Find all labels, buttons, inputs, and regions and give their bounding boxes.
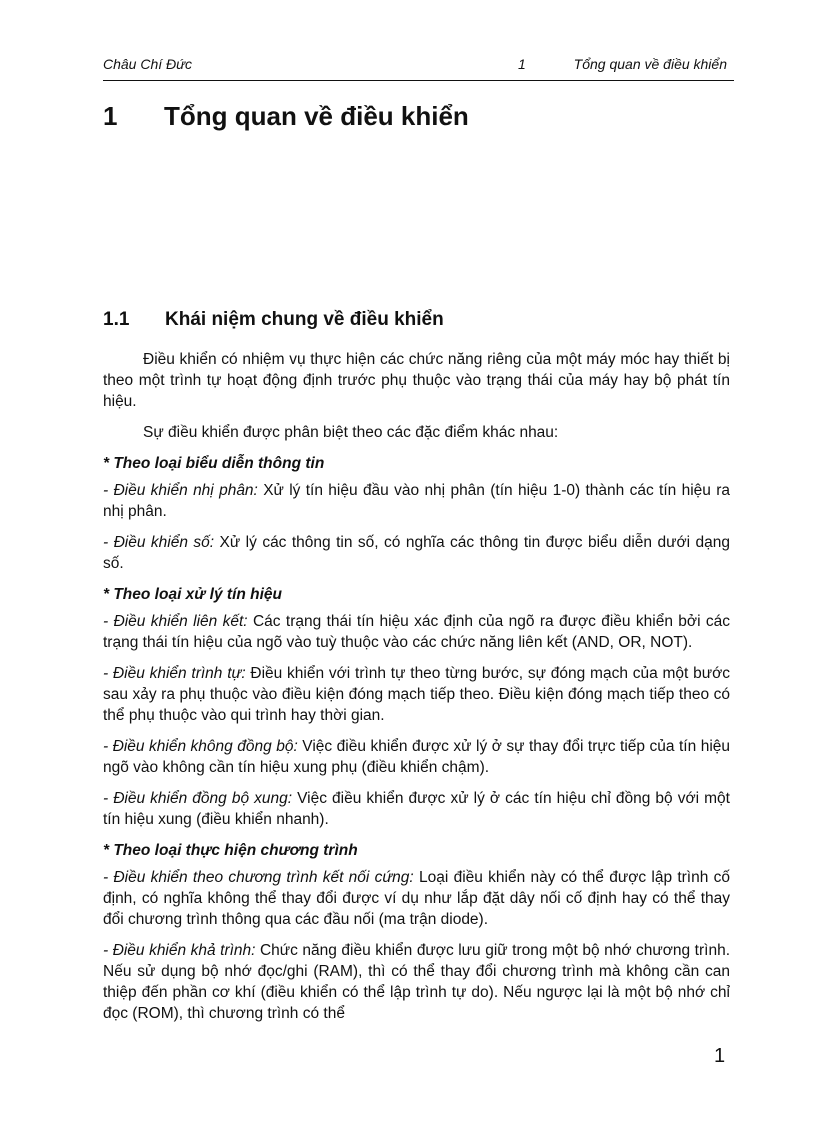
term-async-control: - Điều khiển không đồng bộ: xyxy=(103,738,298,755)
paragraph-sequential-control xyxy=(103,663,730,726)
subheading-program-execution: * Theo loại thực hiện chương trình xyxy=(103,842,358,859)
desc-sync-control: Việc điều khiển được xử lý ở các tín hiệu chỉ đồng bộ với một tín hiệu xung (điều khiển nhanh). xyxy=(103,790,730,828)
header-chapter-title: Tổng quan về điều khiển xyxy=(573,56,727,72)
term-sync-control: - Điều khiển đồng bộ xung: xyxy=(103,790,293,807)
header-chapter-number: 1 xyxy=(518,56,526,72)
paragraph-intro-1: Điều khiển có nhiệm vụ thực hiện các chức năng riêng của một máy móc hay thiết bị theo một trình tự hoạt động định trước phụ thuộc vào trạng thái của máy hay bộ phát tín hiệu. xyxy=(103,351,730,410)
paragraph-intro-2: Sự điều khiển được phân biệt theo các đặc điểm khác nhau: xyxy=(143,424,559,441)
paragraph-logic-control xyxy=(103,611,730,653)
subheading-signal-processing: * Theo loại xử lý tín hiệu xyxy=(103,586,283,603)
desc-hardwired-control: Loại điều khiển này có thể được lập trình cố định, có nghĩa không thể thay đổi được ví dụ như lắp đặt dây nối cố định hay có thể thay đổi chương trình thông qua các đầu nối (ma trận diode). xyxy=(103,869,730,928)
paragraph-hardwired-control xyxy=(103,867,730,930)
chapter-number: 1 xyxy=(103,101,118,131)
paragraph-binary-control xyxy=(103,480,730,522)
term-programmable-control: - Điều khiển khả trình: xyxy=(103,942,256,959)
body-text xyxy=(103,349,730,1034)
desc-binary-control: Xử lý tín hiệu đầu vào nhị phân (tín hiệu 1-0) thành các tín hiệu ra nhị phân. xyxy=(103,482,731,520)
desc-programmable-control: Chức năng điều khiển được lưu giữ trong một bộ nhớ chương trình. Nếu sử dụng bộ nhớ đọc/ghi (RAM), thì có thể thay đổi chương trình mà không cần can thiệp đến phần cơ khí (điều khiển có thể lập trình tự do). Nếu ngược lại là một bộ nhớ chỉ đọc (ROM), thì chương trình có thể xyxy=(103,942,730,1022)
paragraph-digital-control xyxy=(103,532,730,574)
header-author: Châu Chí Đức xyxy=(103,56,193,72)
subheading-information-type: * Theo loại biểu diễn thông tin xyxy=(103,455,325,472)
desc-async-control: Việc điều khiển được xử lý ở sự thay đổi trực tiếp của tín hiệu ngõ vào không cần tín hiệu xung phụ (điều khiển chậm). xyxy=(103,738,730,776)
header-divider xyxy=(103,80,734,81)
paragraph-programmable-control xyxy=(103,940,730,1024)
desc-digital-control: Xử lý các thông tin số, có nghĩa các thông tin được biểu diễn dưới dạng số. xyxy=(103,534,730,572)
term-digital-control: - Điều khiển số: xyxy=(103,534,215,551)
desc-logic-control: Các trạng thái tín hiệu xác định của ngõ ra được điều khiển bởi các trạng thái tín hiệu của ngõ vào tuỳ thuộc vào các chức năng liên kết (AND, OR, NOT). xyxy=(103,613,730,651)
term-hardwired-control: - Điều khiển theo chương trình kết nối cứng: xyxy=(103,869,414,886)
paragraph-async-control xyxy=(103,736,730,778)
term-logic-control: - Điều khiển liên kết: xyxy=(103,613,248,630)
section-number: 1.1 xyxy=(103,309,130,330)
page-header xyxy=(103,56,733,72)
chapter-title: Tổng quan về điều khiển xyxy=(164,101,469,131)
section-title: Khái niệm chung về điều khiển xyxy=(165,309,444,330)
paragraph-sync-control xyxy=(103,788,730,830)
term-binary-control: - Điều khiển nhị phân: xyxy=(103,482,258,499)
desc-sequential-control: Điều khiển với trình tự theo từng bước, sự đóng mạch của một bước sau xảy ra phụ thuộc vào điều kiện đóng mạch tiếp theo. Điều kiện đóng mạch tiếp theo có thể phụ thuộc vào qui trình hay thời gian. xyxy=(103,665,730,724)
term-sequential-control: - Điều khiển trình tự: xyxy=(103,665,246,682)
page-number: 1 xyxy=(714,1045,726,1067)
